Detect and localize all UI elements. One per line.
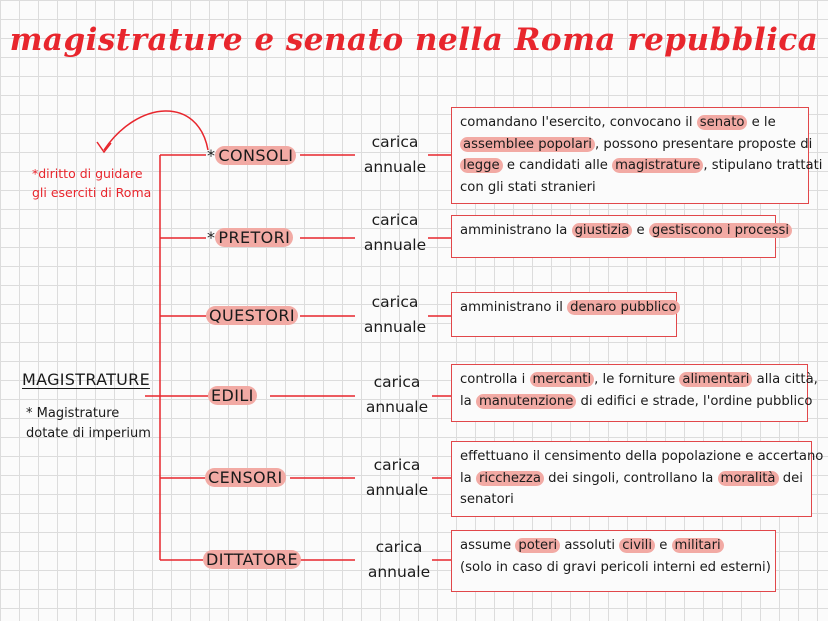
desc-line (460, 220, 790, 242)
carica-censori (352, 453, 442, 503)
carica-line: carica (371, 211, 419, 229)
desc-keyword: manutenzione (476, 394, 576, 409)
node-consoli (207, 145, 296, 167)
carica-line: annuale (365, 398, 429, 416)
node-pretori (207, 227, 293, 249)
desc-text: assume (460, 538, 516, 553)
carica-line: annuale (367, 563, 431, 581)
desc-text: e (632, 223, 649, 238)
node-prefix: * (207, 146, 216, 165)
desc-keyword: ricchezza (476, 471, 544, 486)
desc-keyword: denaro pubblico (567, 300, 679, 315)
node-dittatore (203, 549, 301, 571)
node-label: CENSORI (205, 468, 286, 487)
desc-line (460, 489, 803, 511)
desc-text: e (655, 538, 672, 553)
carica-pretori (350, 208, 440, 258)
carica-consoli (350, 130, 440, 180)
node-label: DITTATORE (203, 550, 301, 569)
carica-questori (350, 290, 440, 340)
carica-line: annuale (363, 318, 427, 336)
desc-box-questori (451, 292, 677, 337)
root-note-line: dotate di imperium (26, 426, 151, 441)
desc-keyword: senato (697, 115, 748, 130)
desc-line (460, 557, 771, 579)
desc-text: controlla i (460, 372, 530, 387)
desc-text: amministrano il (460, 300, 568, 315)
desc-text: effettuano il censimento della popolazione e accertano (460, 449, 824, 464)
desc-box-consoli (451, 107, 823, 204)
node-label: CONSOLI (215, 146, 296, 165)
desc-text: e le (747, 115, 776, 130)
desc-text: alla città, (752, 372, 818, 387)
desc-text: (solo in caso di gravi pericoli interni ed esterni) (460, 559, 771, 575)
desc-text: assoluti (560, 538, 620, 553)
desc-text: di edifici e strade, l'ordine pubblico (576, 393, 813, 409)
desc-line (460, 468, 803, 490)
root-label: MAGISTRATURE (22, 370, 150, 389)
desc-text: comandano l'esercito, convocano il (460, 115, 697, 130)
desc-text: dei singoli, controllano la (543, 470, 718, 486)
desc-keyword: mercanti (530, 372, 595, 387)
desc-text: , le forniture (594, 372, 680, 387)
carica-line: annuale (363, 158, 427, 176)
node-prefix: * (207, 228, 216, 247)
desc-text: e candidati alle (502, 158, 613, 173)
side-note-line: gli eserciti di Roma (32, 185, 152, 200)
desc-keyword: magistrature (612, 158, 703, 173)
desc-keyword: civili (619, 538, 655, 553)
desc-text: con gli stati stranieri (460, 179, 596, 195)
desc-line (460, 391, 813, 413)
desc-text: la (460, 470, 476, 486)
side-note-line: *diritto di guidare (32, 166, 143, 181)
desc-text: dei (778, 470, 803, 486)
desc-box-edili (451, 364, 818, 422)
desc-keyword: gestiscono i processi (649, 223, 792, 238)
node-questori (206, 305, 298, 327)
carica-line: carica (371, 133, 419, 151)
desc-line (460, 535, 767, 557)
desc-text: la (460, 393, 476, 409)
carica-line: annuale (363, 236, 427, 254)
desc-keyword: militari (672, 538, 724, 553)
desc-line (460, 134, 813, 156)
carica-line: carica (373, 373, 421, 391)
desc-keyword: moralità (718, 471, 779, 486)
node-edili (208, 385, 257, 407)
desc-keyword: assemblee popolari (460, 137, 595, 152)
root-note-line: * Magistrature (26, 406, 120, 421)
desc-box-dittatore (451, 530, 776, 592)
node-censori (205, 467, 286, 489)
desc-keyword: poteri (515, 538, 560, 553)
desc-text: , possono presentare proposte di (594, 136, 813, 152)
desc-text: amministrano la (460, 223, 572, 238)
desc-line (460, 112, 800, 134)
page-title: magistrature e senato nella Roma repubblica (9, 22, 819, 58)
root-note (26, 404, 166, 444)
desc-line (460, 155, 823, 177)
node-label: QUESTORI (206, 306, 298, 325)
desc-line (460, 177, 800, 199)
desc-line (460, 297, 677, 319)
desc-box-censori (451, 441, 824, 517)
desc-box-pretori (451, 215, 790, 258)
carica-line: carica (373, 456, 421, 474)
desc-keyword: giustizia (572, 223, 633, 238)
desc-line (460, 369, 818, 391)
carica-dittatore (354, 535, 444, 585)
desc-text: senatori (460, 492, 514, 507)
carica-line: carica (371, 293, 419, 311)
desc-keyword: alimentari (679, 372, 752, 387)
carica-line: carica (375, 538, 423, 556)
desc-text: , stipulano trattati (703, 158, 823, 173)
side-note (32, 164, 162, 202)
node-label: EDILI (208, 386, 257, 405)
carica-line: annuale (365, 481, 429, 499)
desc-line (460, 446, 824, 468)
desc-keyword: legge (460, 158, 503, 173)
node-label: PRETORI (215, 228, 293, 247)
carica-edili (352, 370, 442, 420)
